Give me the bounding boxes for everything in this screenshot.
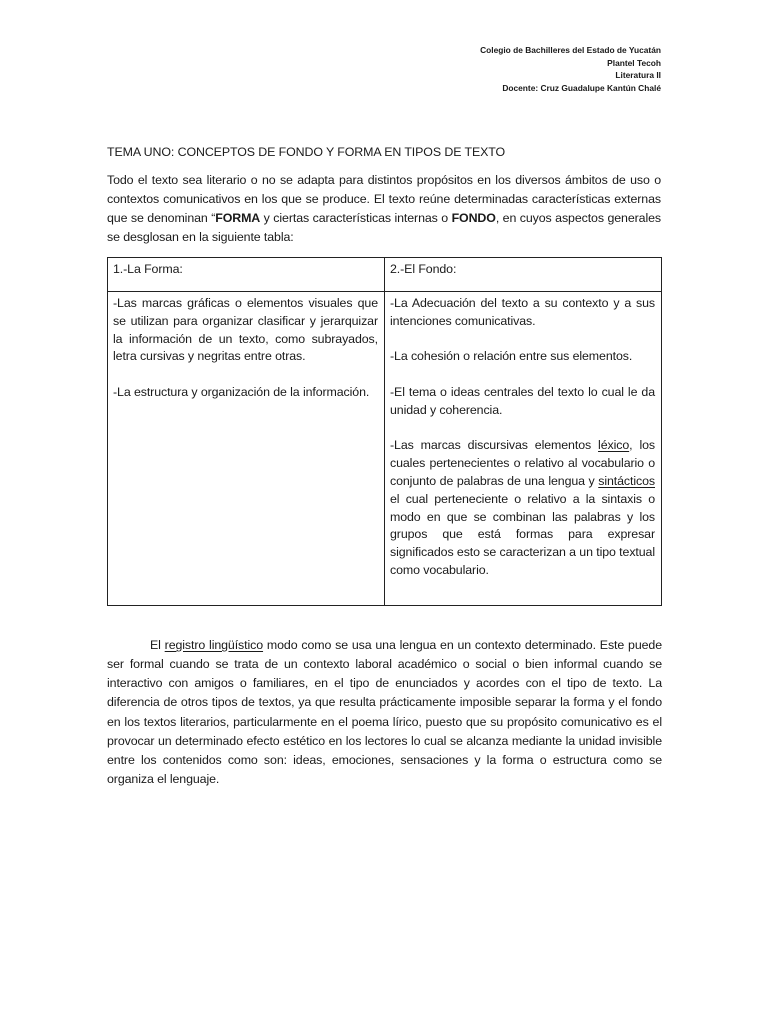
- discursive-text-2: , los cuales pertenecientes o relativo al vocabulario o conjunto de palabras de una lengua y: [390, 438, 655, 488]
- closing-paragraph: [107, 636, 662, 789]
- forma-keyword: FORMA: [215, 211, 261, 225]
- fondo-item-discursive-marks: [390, 437, 655, 579]
- discursive-text-3: el cual perteneciente o relativo a la sintaxis o modo en que se combinan las palabras y los grupos que está formas para expresar significados esto se caracterizan a un tipo textual como vocabulario.: [390, 491, 655, 577]
- fondo-keyword: FONDO: [451, 211, 496, 225]
- forma-item-graphic-marks: -Las marcas gráficas o elementos visuales que se utilizan para organizar clasificar y jerarquizar la información de un texto, como subrayados, letra cursivas y negritas entre otras.: [113, 296, 378, 364]
- forma-items-cell: [108, 292, 385, 606]
- table-header-row: [108, 258, 662, 292]
- forma-header-cell: 1.-La Forma:: [108, 258, 385, 292]
- fondo-item-adequacy: -La Adecuación del texto a su contexto y a sus intenciones comunicativas.: [390, 296, 655, 328]
- fondo-header-cell: 2.-El Fondo:: [385, 258, 662, 292]
- registro-linguistico-term: registro lingüístico: [164, 638, 264, 652]
- institution-header: [480, 44, 661, 94]
- fondo-item-cohesion: -La cohesión o relación entre sus elementos.: [390, 349, 633, 364]
- school-name: Colegio de Bachilleres del Estado de Yucatán: [480, 45, 661, 55]
- sintacticos-term: sintácticos: [598, 473, 655, 488]
- lexico-term: léxico: [598, 438, 630, 453]
- intro-text-middle: y ciertas características internas o: [260, 211, 452, 225]
- course-name: Literatura II: [615, 70, 661, 80]
- closing-text-2: modo como se usa una lengua en un contexto determinado. Este puede ser formal cuando se trata de un contexto laboral académico o social o bien informal cuando se interactivo con amigos o familiares, en el tipo de enunciados y acordes con el tipo de texto. La diferencia de otros tipos de textos, ya que resulta prácticamente imposible separar la forma y el fondo en los textos literarios, particularmente en el poema lírico, puesto que su propósito comunicativo es el provocar un determinado efecto estético en los lectores lo cual se alcanza mediante la unidad invisible entre los contenidos como son: ideas, emociones, sensaciones y la forma o estructura como se organiza el lenguaje.: [107, 638, 662, 787]
- fondo-items-cell: [385, 292, 662, 606]
- forma-fondo-table: [107, 257, 662, 606]
- intro-paragraph: [107, 171, 661, 247]
- intro-text-start: Todo el texto sea literario o no se adapta para distintos propósitos en los diversos ámbitos de uso o contextos comunicativos en los que se produce. El texto reúne determinadas características externas que se denominan “: [107, 173, 661, 225]
- topic-title: TEMA UNO: CONCEPTOS DE FONDO Y FORMA EN TIPOS DE TEXTO: [107, 145, 506, 159]
- intro-text-end: , en cuyos aspectos generales se desglosan en la siguiente tabla:: [107, 211, 661, 244]
- teacher-name: Docente: Cruz Guadalupe Kantún Chalé: [502, 82, 661, 93]
- table-body-row: [108, 292, 662, 606]
- campus-name: Plantel Tecoh: [607, 57, 661, 68]
- discursive-text-1: -Las marcas discursivas elementos: [390, 438, 599, 453]
- closing-text-1: El: [150, 638, 165, 652]
- forma-item-structure: -La estructura y organización de la información.: [113, 384, 370, 399]
- fondo-item-theme: -El tema o ideas centrales del texto lo cual le da unidad y coherencia.: [390, 384, 655, 417]
